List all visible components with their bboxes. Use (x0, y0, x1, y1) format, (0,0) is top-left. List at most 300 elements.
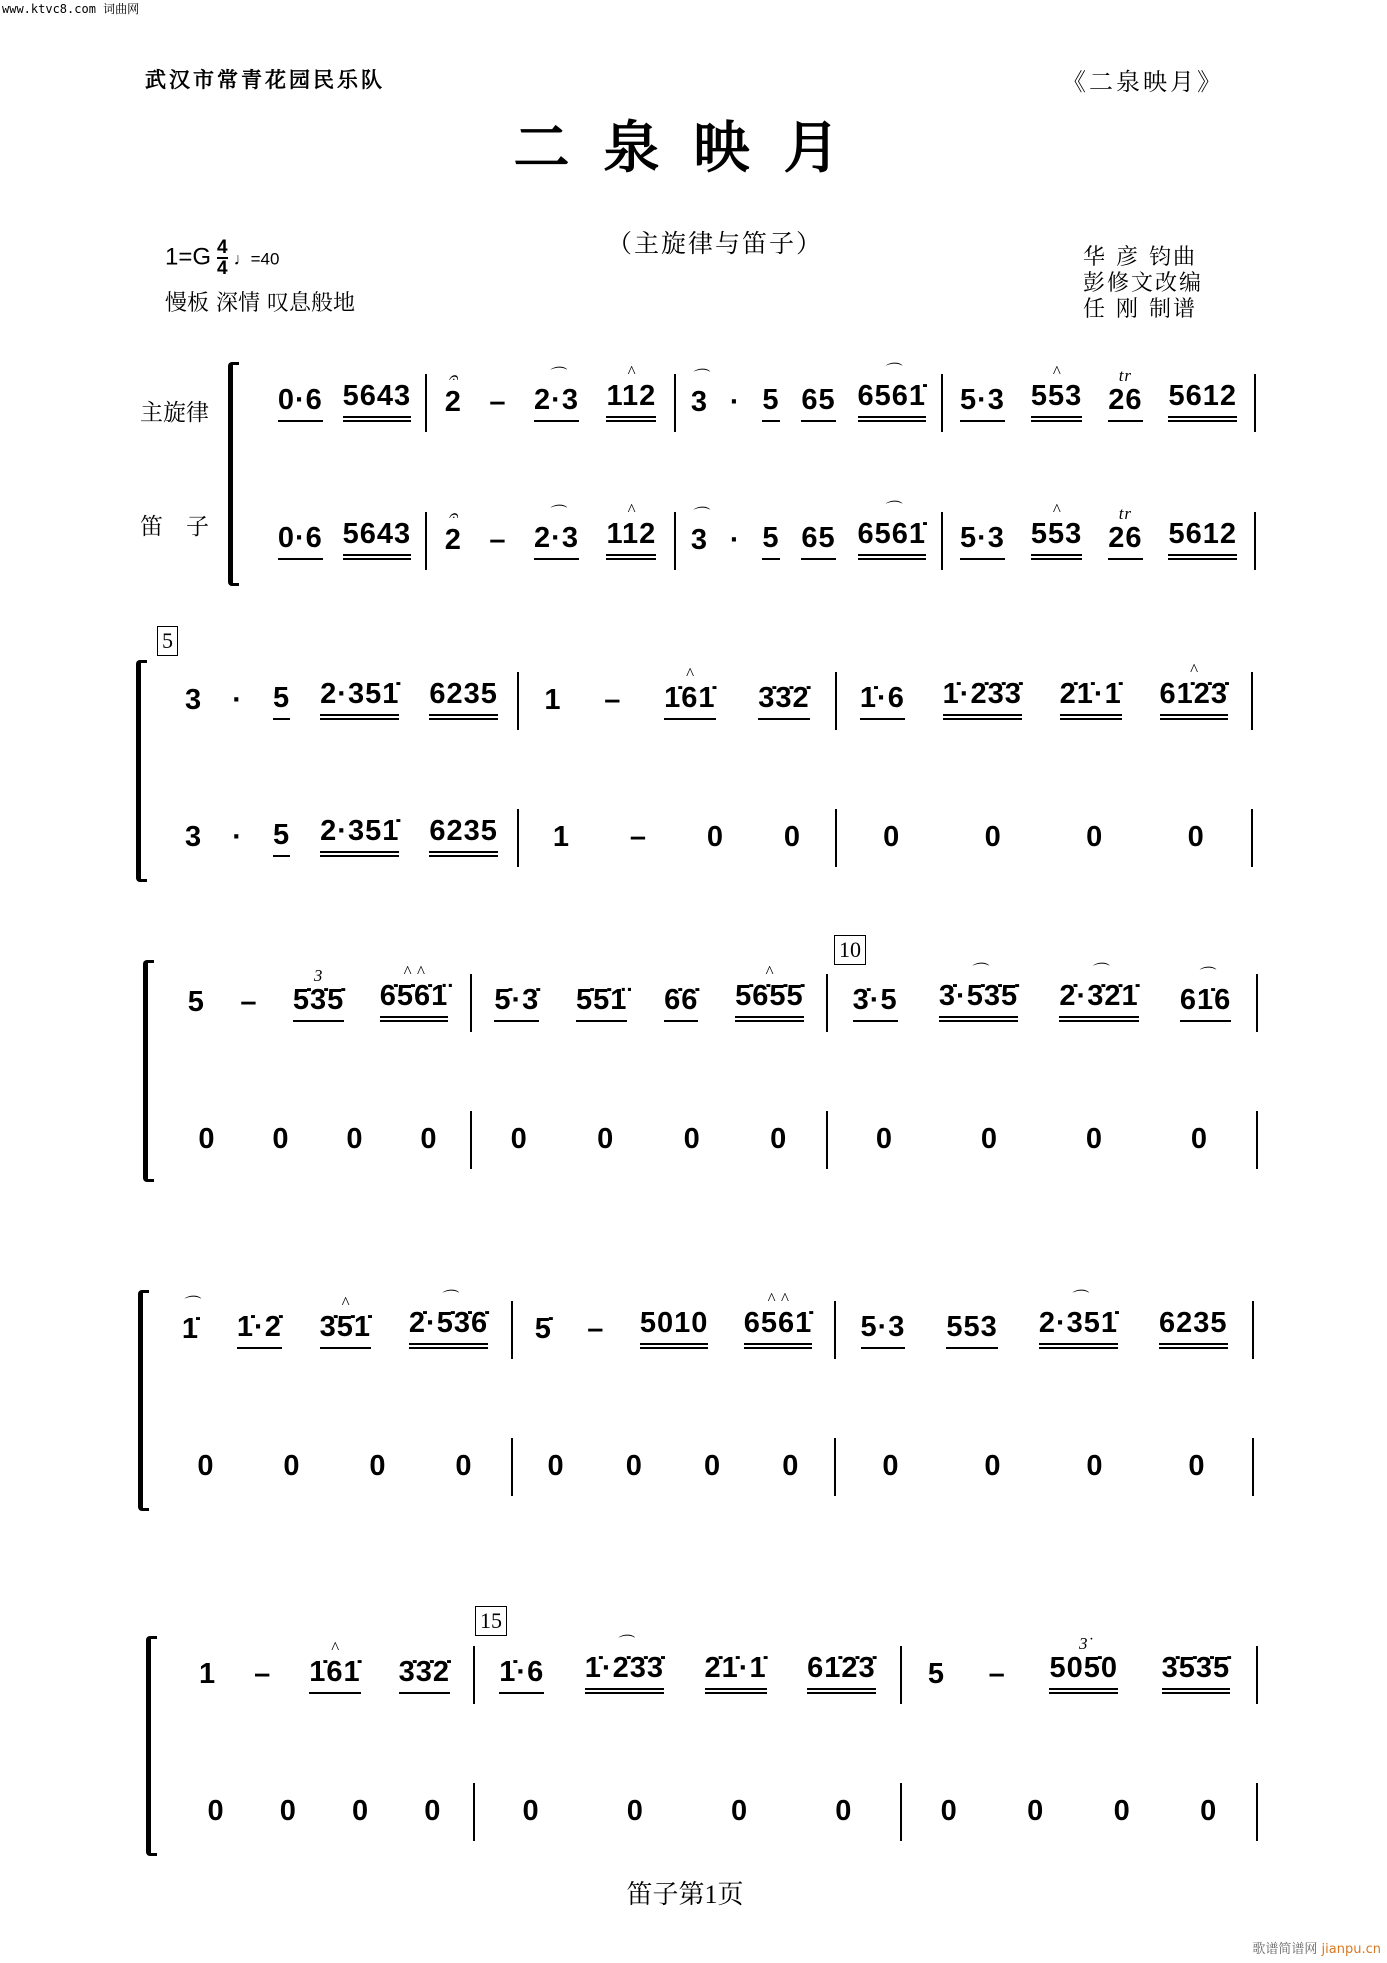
melody-measure (523, 664, 831, 720)
note-group (928, 1657, 945, 1694)
note-group (343, 517, 412, 560)
note-group (801, 383, 835, 422)
notes: 6235 (429, 678, 498, 710)
notes: 3 (185, 684, 203, 716)
notes: 1̇·2̇3̇3̇ (584, 1652, 664, 1684)
note-group (938, 962, 1019, 1022)
melody-measure (476, 962, 822, 1022)
notes: 0 (1086, 1450, 1104, 1482)
barline (425, 374, 427, 432)
notes: 2̇·5̇3̇6̇ (408, 1307, 489, 1339)
notes: 3̇·5̇3̇5̇ (938, 980, 1019, 1012)
notes: 6235 (1158, 1307, 1228, 1339)
notes: 1̇·2̇3̇3̇ (942, 678, 1022, 710)
notes: 5̇6̇5̇5̇ (735, 980, 804, 1012)
notes: 1̇ (181, 1313, 200, 1345)
flute-measure (840, 1442, 1248, 1486)
barline (1251, 672, 1253, 730)
barline (941, 512, 943, 570)
note-group (489, 385, 506, 422)
watermark-cn: 歌谱简谱网 (1252, 1942, 1318, 1957)
notes: 5643 (342, 380, 412, 412)
note-group (1168, 379, 1237, 422)
notes: 0 (279, 1795, 297, 1827)
barline (473, 1646, 475, 1704)
barline (674, 512, 676, 570)
notes: 6561̇ (857, 380, 927, 412)
note-group (1114, 1794, 1131, 1831)
ornament-mark: ^ (627, 500, 636, 519)
barline (900, 1646, 902, 1704)
note-group (553, 820, 570, 857)
page-footer: 笛子第1页 (626, 1880, 744, 1909)
flute-measure (476, 1115, 822, 1159)
notes: 0 (883, 821, 901, 853)
time-signature (217, 238, 228, 278)
note-group (941, 1794, 958, 1831)
barline (517, 672, 519, 730)
system-bracket (138, 1290, 149, 1511)
notes: 0 (626, 1795, 644, 1827)
note-group (523, 1794, 540, 1831)
barline (1256, 974, 1258, 1032)
notes: – (629, 821, 648, 853)
note-group (1030, 500, 1083, 560)
note-group (199, 1657, 216, 1694)
note-group (429, 677, 498, 720)
notes: 5 (272, 682, 291, 714)
barline (826, 974, 828, 1032)
note-group (424, 1794, 441, 1831)
ornament-mark: ⌒ (882, 500, 901, 519)
note-group (664, 664, 716, 720)
notes: 65 (801, 522, 836, 554)
ornament-mark: ^ (330, 1638, 340, 1657)
barline (1254, 512, 1256, 570)
note-group (705, 1651, 767, 1694)
note-group (1027, 1794, 1044, 1831)
flute-measure (680, 500, 937, 560)
notes: 0 (683, 1123, 701, 1155)
ornament-mark: ⌒ (969, 962, 988, 981)
note-group (1108, 366, 1143, 422)
system-bracket (136, 660, 147, 882)
notes: 0 (980, 1123, 999, 1155)
ornament-mark: ^ ^ (403, 962, 425, 981)
notes: 5̇5̇1̈ (576, 984, 628, 1016)
flute-measure (170, 1115, 466, 1159)
notes: 0 (510, 1123, 528, 1155)
note-group (278, 521, 323, 560)
notes: 0 (198, 1123, 216, 1155)
ornament-mark: ⌒ (547, 366, 566, 385)
ornament-mark: 𝄐 (448, 506, 459, 525)
notes: 1̇·6 (859, 682, 905, 714)
note-group (280, 1794, 297, 1831)
notes: 3 (185, 821, 203, 853)
notes: 2̇1̇·1̇ (704, 1652, 767, 1684)
notes: 1 (552, 821, 571, 853)
barline (1252, 1301, 1254, 1359)
barline (470, 974, 472, 1032)
notes: 5 (927, 1658, 945, 1690)
note-group (273, 818, 290, 857)
notes: – (988, 1658, 1006, 1690)
rehearsal-mark: 15 (475, 1606, 507, 1636)
note-group (1179, 966, 1232, 1022)
note-group (1030, 362, 1083, 422)
notes: 3̇·5 (852, 984, 898, 1016)
notes: 5̇ (534, 1313, 552, 1345)
note-group (499, 1655, 544, 1694)
note-group (606, 500, 657, 560)
note-group (627, 1794, 644, 1831)
melody-measure (947, 362, 1250, 422)
notes: 2·351̇ (320, 678, 400, 710)
note-group (1108, 504, 1143, 560)
ornament-mark: 3 (313, 966, 324, 985)
note-group (420, 1122, 437, 1159)
part-label-melody: 主旋律 (140, 400, 209, 426)
note-group (883, 820, 900, 857)
note-group (762, 383, 779, 422)
barline (834, 1301, 836, 1359)
note-group (346, 1122, 363, 1159)
notes: 553 (1030, 380, 1083, 412)
notes: 0 (455, 1450, 473, 1482)
notes: 5010 (639, 1307, 709, 1339)
note-group (587, 1312, 604, 1349)
melody-measure (180, 1638, 469, 1694)
notes: 0 (704, 1450, 722, 1482)
system-bracket (143, 960, 154, 1182)
ornament-mark: ⌒ (1196, 966, 1215, 985)
barline (835, 672, 837, 730)
system-bracket (146, 1636, 157, 1856)
note-group (1059, 962, 1139, 1022)
note-group (758, 681, 809, 720)
ornament-mark: ^ (1052, 500, 1061, 519)
notes: – (587, 1313, 605, 1345)
notes: 26 (1108, 384, 1143, 416)
note-group (273, 681, 290, 720)
notes: 6561̇ (743, 1307, 813, 1339)
notes: 5 (187, 986, 205, 1018)
note-group (292, 966, 345, 1022)
notes: 1̇·6 (499, 1656, 545, 1688)
tempo: ♩=40 (233, 249, 280, 269)
credit-arranger: 彭修文改编 (1083, 271, 1204, 296)
note-group (343, 379, 412, 422)
notes: 5612 (1168, 518, 1237, 550)
ornament-mark: ⌒ (882, 362, 901, 381)
notes: 3̇5̇3̇5̇ (1161, 1652, 1231, 1684)
notes: 5612 (1168, 380, 1237, 412)
notes: 0 (1113, 1795, 1131, 1827)
note-group (704, 1449, 721, 1486)
notes: 5 (272, 819, 291, 851)
note-group (208, 1794, 225, 1831)
notes: 0 (984, 1450, 1002, 1482)
note-group (690, 368, 709, 422)
barline (511, 1301, 513, 1359)
note-group (309, 1638, 361, 1694)
notes: 2·351̇ (320, 815, 400, 847)
barline (1252, 1438, 1254, 1496)
note-group (857, 500, 927, 560)
note-group (278, 383, 323, 422)
notes: 5·3 (860, 1311, 906, 1343)
note-group (857, 362, 927, 422)
barline (1256, 1783, 1258, 1841)
notes: · (232, 821, 243, 853)
watermark-bottom (1252, 1938, 1381, 1957)
note-group (860, 681, 905, 720)
note-group (1086, 1449, 1103, 1486)
notes: 3̇5̇1̇ (319, 1311, 372, 1343)
ornament-mark: ⌒ (1089, 962, 1108, 981)
note-group (984, 1449, 1001, 1486)
notes: 1̇61̇ (664, 682, 716, 714)
notes: 0 (547, 1450, 565, 1482)
note-group (985, 820, 1002, 857)
barline (425, 512, 427, 570)
note-group (494, 983, 539, 1022)
notes: 26 (1108, 522, 1143, 554)
notes: 0 (875, 1123, 894, 1155)
notes: 0 (369, 1450, 387, 1482)
notes: 5·3 (959, 384, 1005, 416)
flute-measure (431, 500, 670, 560)
melody-measure (680, 362, 937, 422)
note-group (1168, 517, 1237, 560)
note-group (444, 368, 462, 422)
notes: · (729, 386, 741, 418)
notes: 0 (984, 821, 1002, 853)
notes: 0 (1188, 1450, 1206, 1482)
note-group (534, 504, 579, 560)
flute-measure (841, 813, 1247, 857)
flute-measure (163, 1442, 507, 1486)
key-signature (165, 238, 279, 278)
note-group (576, 983, 627, 1022)
note-group (408, 1289, 489, 1349)
notes: 2̇1̇·1̇ (1059, 678, 1122, 710)
notes: 112 (606, 380, 657, 412)
flute-measure (180, 1787, 469, 1831)
subtitle: （主旋律与笛子） (606, 229, 823, 258)
ornament-mark: ⌒ (1069, 1289, 1088, 1308)
ornament-mark: ^ (1189, 660, 1198, 679)
note-group (882, 1449, 899, 1486)
notes: 0 (346, 1123, 364, 1155)
note-group (185, 820, 202, 857)
note-group (181, 1295, 200, 1349)
credit-composer: 华 彦 钧曲 (1083, 245, 1197, 270)
note-group (664, 983, 698, 1022)
ornament-mark: ^ (1052, 362, 1061, 381)
note-group (444, 506, 462, 560)
barline (674, 374, 676, 432)
note-group (1086, 1122, 1103, 1159)
notes: 61̇6 (1179, 984, 1232, 1016)
note-group (707, 820, 724, 857)
note-group (606, 362, 657, 422)
note-group (743, 1289, 813, 1349)
time-bottom: 4 (217, 258, 228, 279)
notes: 3̇3̇2̇ (398, 1656, 450, 1688)
expression-marking: 慢板 深情 叹息般地 (165, 291, 355, 316)
note-group (731, 1794, 748, 1831)
barline (1256, 1646, 1258, 1704)
note-group (1086, 820, 1103, 857)
credit-transcriber: 任 刚 制谱 (1083, 297, 1197, 322)
notes: 5643 (342, 518, 412, 550)
ornament-mark: tr (1118, 504, 1133, 523)
notes: 2̇·3̇2̇1̇ (1059, 980, 1139, 1012)
note-group (960, 521, 1005, 560)
notes: – (489, 386, 507, 418)
note-group (1049, 1634, 1118, 1694)
melody-measure (163, 1289, 507, 1349)
note-group (1159, 660, 1229, 720)
melody-measure (170, 962, 466, 1022)
notes: 2·351̇ (1038, 1307, 1118, 1339)
ornament-mark: ⌒ (690, 506, 709, 525)
note-group (320, 677, 399, 720)
notes: 0 (782, 1450, 800, 1482)
ornament-mark: ^ (341, 1293, 350, 1312)
ornament-mark: ^ ^ (767, 1289, 789, 1308)
note-group (690, 506, 709, 560)
note-group (626, 1449, 643, 1486)
melody-measure (170, 676, 513, 720)
note-group (319, 1293, 372, 1349)
note-group (185, 683, 202, 720)
notes: 553 (946, 1311, 998, 1343)
barline (511, 1438, 513, 1496)
ornament-mark: ⌒ (547, 504, 566, 523)
note-group (784, 820, 801, 857)
notes: · (729, 524, 741, 556)
notes: 0 (706, 821, 725, 853)
notes: 0·6 (277, 384, 323, 416)
rehearsal-mark: 5 (157, 626, 178, 656)
ornament-mark: ^ (627, 362, 636, 381)
note-group (1188, 820, 1205, 857)
notes: 553 (1030, 518, 1083, 550)
note-group (1162, 1651, 1231, 1694)
notes: 3 (690, 386, 709, 418)
notes: 1̇·2̇ (236, 1311, 282, 1343)
note-group (1060, 677, 1122, 720)
title-reference: 《二泉映月》 (1062, 68, 1224, 96)
ornament-mark: 𝄐 (448, 368, 459, 387)
ornament-mark: ⌒ (181, 1295, 200, 1314)
time-top: 4 (217, 237, 228, 258)
ornament-mark: ⌒ (439, 1289, 458, 1308)
note-group (455, 1449, 472, 1486)
note-group (640, 1306, 709, 1349)
notes: 0 (835, 1795, 853, 1827)
barline (835, 809, 837, 867)
note-group (232, 683, 243, 720)
melody-measure (517, 1289, 830, 1349)
note-group (188, 985, 205, 1022)
flute-measure (170, 813, 513, 857)
note-group (630, 820, 647, 857)
notes: 0 (1086, 821, 1104, 853)
notes: 61̇2̇3̇ (807, 1652, 876, 1684)
note-group (283, 1449, 300, 1486)
watermark-top: www.ktvc8.com 词曲网 (2, 2, 140, 16)
note-group (548, 1449, 565, 1486)
barline (900, 1783, 902, 1841)
flute-measure (832, 1115, 1252, 1159)
notes: 6̇5̇6̇1̈ (379, 980, 449, 1012)
notes: 0 (597, 1123, 615, 1155)
flute-measure (947, 500, 1250, 560)
note-group (272, 1122, 289, 1159)
notes: 0 (207, 1795, 225, 1827)
note-group (544, 683, 561, 720)
note-group (730, 523, 741, 560)
melody-measure (906, 1634, 1252, 1694)
page-title: 二泉映月 (513, 115, 874, 181)
note-group (861, 1310, 906, 1349)
notes: 1̇61̇ (309, 1656, 361, 1688)
notes: 0 (420, 1123, 438, 1155)
note-group (1188, 1449, 1205, 1486)
flute-measure (479, 1787, 896, 1831)
notes: 5 (762, 522, 780, 554)
notes: – (489, 524, 507, 556)
note-group (379, 962, 449, 1022)
note-group (254, 1657, 271, 1694)
note-group (604, 683, 621, 720)
note-group (684, 1122, 701, 1159)
notes: 0 (424, 1795, 442, 1827)
note-group (946, 1310, 997, 1349)
notes: 0 (940, 1795, 958, 1827)
notes: 2 (444, 524, 462, 556)
notes: 0 (1085, 1123, 1104, 1155)
part-label-flute: 笛 子 (140, 514, 209, 540)
note-group (240, 985, 257, 1022)
note-group (762, 521, 779, 560)
note-group (597, 1122, 614, 1159)
notes: 0 (272, 1123, 290, 1155)
notes: 5̇3̇5̇ (292, 984, 345, 1016)
note-group (876, 1122, 893, 1159)
notes: 2 (444, 386, 462, 418)
note-group (853, 983, 898, 1022)
notes: 0 (1190, 1123, 1209, 1155)
ornament-mark: ^ (685, 664, 694, 683)
note-group (489, 523, 506, 560)
ornament-mark: tr (1118, 366, 1133, 385)
note-group (1191, 1122, 1208, 1159)
melody-measure (479, 1634, 896, 1694)
notes: 112 (606, 518, 657, 550)
note-group (237, 1310, 282, 1349)
notes: 6235 (429, 815, 498, 847)
notes: 5·3 (959, 522, 1005, 554)
notes: 0·6 (277, 522, 323, 554)
notes: 505̇0 (1049, 1652, 1118, 1684)
key: 1=G (165, 243, 212, 271)
notes: 0 (783, 821, 802, 853)
